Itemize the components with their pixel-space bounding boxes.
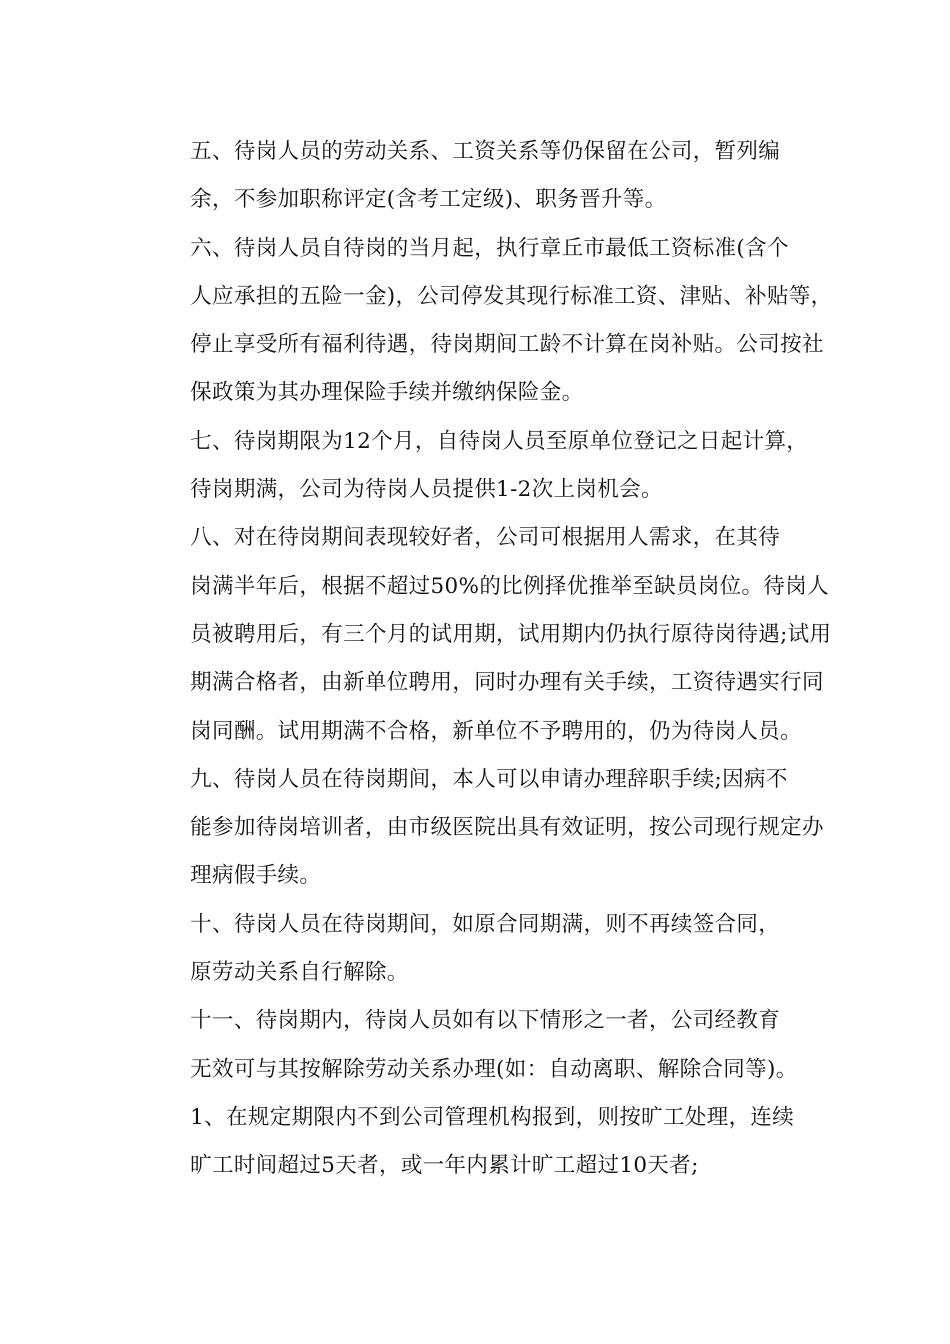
document-body (145, 128, 833, 1191)
text-line: 理病假手续。 (190, 863, 322, 889)
paragraph (145, 418, 812, 515)
text-line: 人应承担的五险一金)，公司停发其现行标准工资、津贴、补贴等， (190, 283, 833, 309)
text-line: 期满合格者，由新单位聘用，同时办理有关手续，工资待遇实行同 (190, 670, 824, 696)
paragraph (145, 997, 812, 1094)
paragraph (145, 128, 812, 225)
text-line: 十、待岗人员在待岗期间，如原合同期满，则不再续签合同， (190, 911, 781, 937)
text-line: 待岗期满，公司为待岗人员提供1-2次上岗机会。 (190, 477, 663, 503)
text-line: 停止享受所有福利待遇，待岗期间工龄不计算在岗补贴。公司按社 (190, 332, 824, 358)
text-line: 岗同酬。试用期满不合格，新单位不予聘用的，仍为待岗人员。 (190, 718, 802, 744)
text-line: 无效可与其按解除劳动关系办理(如：自动离职、解除合同等)。 (190, 1056, 798, 1082)
text-line: 五、待岗人员的劳动关系、工资关系等仍保留在公司，暂列编 (190, 139, 781, 164)
text-line: 九、待岗人员在待岗期间，本人可以申请办理辞职手续;因病不 (190, 766, 788, 792)
text-line: 保政策为其办理保险手续并缴纳保险金。 (190, 380, 584, 406)
paragraph (145, 901, 812, 998)
paragraph (145, 1094, 812, 1191)
text-line: 1、在规定期限内不到公司管理机构报到，则按旷工处理，连续 (190, 1104, 795, 1130)
text-line: 六、待岗人员自待岗的当月起，执行章丘市最低工资标准(含个 (190, 235, 789, 261)
text-line: 八、对在待岗期间表现较好者，公司可根据用人需求，在其待 (190, 525, 781, 551)
text-line: 能参加待岗培训者，由市级医院出具有效证明，按公司现行规定办 (190, 815, 824, 841)
text-line: 员被聘用后，有三个月的试用期，试用期内仍执行原待岗待遇;试用 (190, 621, 832, 647)
paragraph (145, 514, 832, 755)
paragraph (145, 756, 824, 901)
paragraph (145, 225, 833, 418)
text-line: 余，不参加职称评定(含考工定级)、职务晋升等。 (190, 187, 667, 213)
text-line: 原劳动关系自行解除。 (190, 960, 409, 986)
text-line: 七、待岗期限为12个月，自待岗人员至原单位登记之日起计算， (190, 428, 809, 454)
text-line: 岗满半年后，根据不超过50%的比例择优推举至缺员岗位。待岗人 (190, 573, 829, 599)
text-line: 十一、待岗期内，待岗人员如有以下情形之一者，公司经教育 (190, 1008, 781, 1034)
text-line: 旷工时间超过5天者，或一年内累计旷工超过10天者; (190, 1153, 699, 1179)
